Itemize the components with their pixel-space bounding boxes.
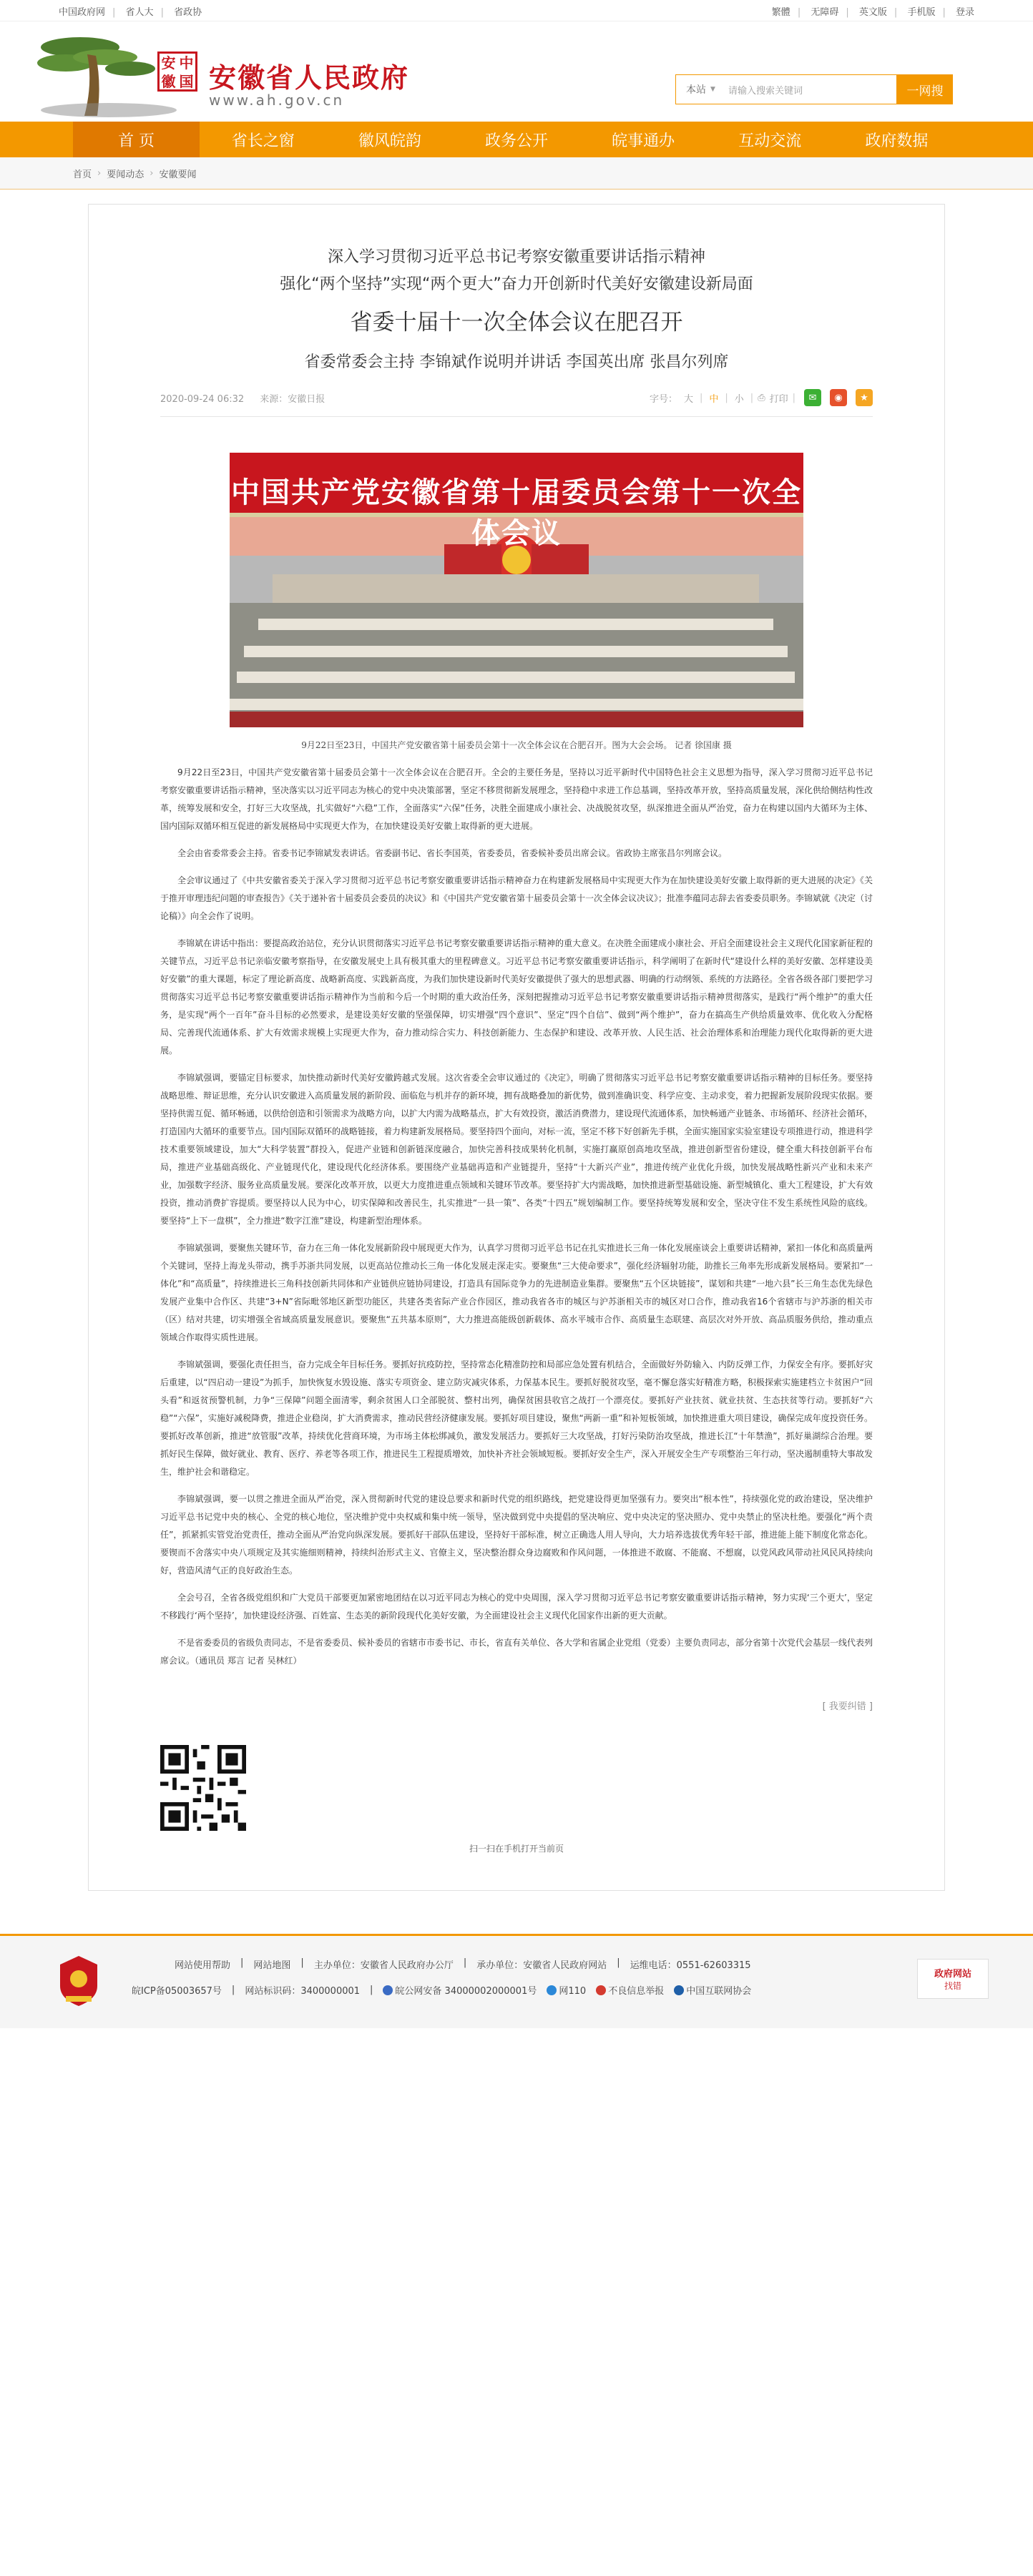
breadcrumb-home[interactable]: 首页 [73,169,92,180]
seal-logo: 安 中 徽 国 [157,51,197,92]
conference-photo [230,453,803,727]
net110-icon [547,1985,557,1995]
font-size-medium[interactable]: 中 [709,393,719,405]
site-footer [0,1934,1033,2028]
link-traditional[interactable]: 繁體 [771,6,790,18]
site-title[interactable]: 安徽省人民政府 [209,62,410,94]
footer-report-link[interactable]: 不良信息举报 [608,1986,665,1997]
article-source: 来源：安徽日报 [260,393,325,405]
top-utility-bar [0,0,1033,21]
article-paragraph: 李锦斌强调，要强化责任担当，奋力完成全年目标任务。要抓好抗疫防控，坚持常态化精准防控和局部应急处置有机结合，全面做好外防输入、内防反弹工作，力保安全有序。要抓好灾后重建，以“四启动一建设”为抓手，加快恢复水毁设施、落实专项资金、建立防灾减灾体系，力保基本民生。要抓好脱贫攻坚，毫不懈怠落实好精准方略，积极探索实施建档立卡贫困户“回头看”和返贫预警机制，力争“三保障”问题全面清零，剩余贫困人口全部脱贫、整村出列，确保贫困县收官之战打一个漂亮仗。要抓好产业扶贫、就业扶贫、生态扶贫等行动。要抓好“六稳”“六保”，实施好减税降费，推进企业稳岗，扩大消费需求，推动民营经济健康发展。要抓好项目建设，聚焦“两新一重”和补短板领域，加快推进重大项目建设，确保完成年度投资任务。要抓好改革创新，推进“放管服”改革，持续优化营商环境，为市场主体松绑减负，激发发展活力。要抓好三大攻坚战，打好污染防治攻坚战，推进长江“十年禁渔”，抓好巢湖综合治理。要抓好民生保障，做好就业、教育、医疗、养老等各项工作，推进民生工程提质增效，加快补齐社会领域短板。要抓好安全生产，深入开展安全生产专项整治三年行动，坚决遏制重特大事故发生，维护社会和谐稳定。 [160,1360,873,1477]
nav-home[interactable]: 首 页 [73,122,200,157]
search-input[interactable]: 请输入搜索关键词 [725,74,897,104]
wechat-share-icon[interactable]: ✉ [804,389,821,406]
party-emblem-icon [57,1955,100,2007]
footer-net110-link[interactable]: 网110 [559,1986,587,1997]
article-paragraph: 9月22日至23日，中国共产党安徽省第十届委员会第十一次全体会议在合肥召开。全会的主要任务是，坚持以习近平新时代中国特色社会主义思想为指导，深入学习贯彻习近平总书记考察安徽重要讲话指示精神，坚决落实以习近平同志为核心的党中央决策部署，坚定不移贯彻新发展理念，坚持稳中求进工作总基调，坚持改革开放，坚持高质量发展，深化供给侧结构性改革，统筹发展和安全，打好三大攻坚战，扎实做好“六稳”工作，全面落实“六保”任务，决胜全面建成小康社会、决战脱贫攻坚，纵深推进全面从严治党，奋力在构建以国内大循环为主体、国内国际双循环相互促进的新发展格局中实现更大作为，在加快建设美好安徽上取得新的更大进展。 [160,767,873,831]
qzone-share-icon[interactable]: ★ [856,389,873,406]
article-body [160,764,873,1670]
article-title: 省委十届十一次全体会议在肥召开 [350,310,683,335]
article-paragraph: 全会审议通过了《中共安徽省委关于深入学习贯彻习近平总书记考察安徽重要讲话指示精神奋力在构建新发展格局中实现更大作为在加快建设美好安徽上取得新的更大进展的决定》《关于推开审理违纪问题的审查报告》《关于递补省十届委员会委员的决议》和《中国共产党安徽省第十届委员会第十一次全体会议决议》；批准李蕴同志辞去省委委员职务。李锦斌就《决定（讨论稿）》向全会作了说明。 [160,875,873,921]
article-paragraph: 李锦斌强调，要聚焦关键环节，奋力在三角一体化发展新阶段中展现更大作为，认真学习贯彻习近平总书记在扎实推进长三角一体化发展座谈会上重要讲话精神，紧扣一体化和高质量两个关键词，坚持上海龙头带动，携手苏浙共同发展，以更高站位推动长三角一体化发展走深走实。要聚焦“三大使命要求”，强化经济辐射功能，助推长三角率先形成新发展格局。要紧扣“一体化”和“高质量”，持续推进长三角科技创新共同体和产业链供应链协同建设，打造具有国际竞争力的先进制造业集群。要聚焦“五个区块链接”，谋划和共建“一地六县”长三角生态优先绿色发展产业集中合作区、共建“3+N”省际毗邻地区新型功能区，共建各类省际产业合作园区，推动我省各市的城区与沪苏浙相关市的城区对口合作，推动我省16个省辖市与沪苏浙的相关市（区）结对共建，切实增强全省域高质量发展意识。要聚焦“五共基本原则”，大力推进高能级创新载体、高水平城市合作、高质量生态联建、高层次对外开放、高品质服务供给，推动重点领域合作取得实质性进展。 [160,1243,873,1342]
footer-row-1: 网站使用帮助 | 网站地图 | 主办单位：安徽省人民政府办公厅 | 承办单位：安徽省人民政府网站 | 运维电话：0551-62603315 [175,1957,751,1971]
breadcrumb-anhui-news[interactable]: 安徽要闻 [159,169,197,180]
link-accessibility[interactable]: 无障碍 [811,6,839,18]
font-size-large[interactable]: 大 [683,393,693,405]
link-cppcc[interactable]: 省政协 [174,6,202,18]
chevron-right-icon: › [97,167,102,179]
police-badge-icon [383,1985,393,1995]
font-size-label: 字号： [649,393,677,405]
article-paragraph: 李锦斌强调，要锚定目标要求，加快推动新时代美好安徽跨越式发展。这次省委全会审议通过的《决定》，明确了贯彻落实习近平总书记考察安徽重要讲话指示精神的目标任务。要坚持战略思维、辩证思维，充分认识安徽进入高质量发展的新阶段、面临危与机并存的新环境，拥有战略叠加的新优势，做到准确识变、科学应变、主动求变，着力把握新发展阶段现实依据。要坚持供需互促、循环畅通，以供给创造和引领需求为战略方向，以扩大内需为战略基点，扩大有效投资，激活消费潜力，建设现代流通体系，加快畅通产业链条、市场循环、经济社会循环，打造国内大循环的重要节点。国内国际双循环的战略链接，着力构建新发展格局。要坚持四个面向，对标一流，坚定不移下好创新先手棋，全面实施国家实验室建设专项推进行动，推进科学技术重要领域建设，加大“大科学装置”群投入，促进产业链和创新链深度融合，加快完善科技成果转化机制，实施打赢原创高地攻坚战，推进创新型省份建设，健全重大科技创新平台布局，推进产业基础高级化、产业链现代化，建设现代化经济体系。要围绕产业基础再造和产业链提升，坚持“十大新兴产业”，推进传统产业优化升级，加快发展战略性新兴产业和未来产业，加强数字经济、服务业高质量发展。要深化改革开放，以更大力度推进重点领域和关键环节改革。要坚持扩大内需战略，加快推进新型基础设施、新型城镇化、重大工程建设，扩大有效投资，推动消费扩容提质。要坚持以人民为中心，切实保障和改善民生，扎实推进“一县一策”、各类“十四五”规划编制工作。要坚持统筹发展和安全，坚决守住不发生系统性风险的底线。要坚持“上下一盘棋”，全力推进“数字江淮”建设，构建新型治理体系。 [160,1073,873,1226]
article-paragraph: 李锦斌强调，要一以贯之推进全面从严治党，深入贯彻新时代党的建设总要求和新时代党的组织路线，把党建设得更加坚强有力。要突出“根本性”，持续强化党的政治建设，坚决维护习近平总书记党中央的核心、全党的核心地位，坚决维护党中央权威和集中统一领导，坚决做到党中央提倡的坚决响应、党中央决定的坚决照办、党中央禁止的坚决杜绝。要强化“两个责任”，抓紧抓实管党治党责任，推动全面从严治党向纵深发展。要抓好干部队伍建设，坚持好干部标准，树立正确选人用人导向，大力培养选拔优秀年轻干部，推进能上能下制度化常态化。要锲而不舍落实中央八项规定及其实施细则精神，持续纠治形式主义、官僚主义，坚决整治群众身边腐败和作风问题，一体推进不敢腐、不能腐、不想腐，以党风政风带动社风民风持续向好，营造风清气正的良好政治生态。 [160,1494,873,1575]
report-error-link[interactable]: [ 我要纠错 ] [822,1701,873,1712]
conference-banner-text: 中国共产党安徽省第十届委员会第十一次全体会议 [231,476,802,550]
nav-data[interactable]: 政府数据 [865,132,929,150]
footer-police-link[interactable]: 皖公网安备 34000002000001号 [395,1986,537,1997]
link-gov-cn[interactable]: 中国政府网 [59,6,106,18]
footer-row-2: 皖ICP备05003657号 | 网站标识码：3400000001 | 皖公网安备 34000002000001号 网110 不良信息举报 中国互联网协会 [132,1985,752,1997]
breadcrumb-news[interactable]: 要闻动态 [107,169,145,180]
nav-services[interactable]: 皖事通办 [612,132,675,150]
nav-interaction[interactable]: 互动交流 [738,132,802,150]
weibo-share-icon[interactable]: ◉ [830,389,847,406]
link-english[interactable]: 英文版 [858,6,887,18]
photo-caption: 9月22日至23日，中国共产党安徽省第十届委员会第十一次全体会议在合肥召开。图为大会会场。 记者 徐国康 摄 [301,740,732,750]
article-container [88,204,945,1891]
top-left-links: 中国政府网 | 省人大 | 省政协 [59,6,202,18]
font-size-small[interactable]: 小 [734,393,744,405]
print-button[interactable]: 打印 [769,393,788,405]
qr-code [160,1745,246,1831]
footer-icp-link[interactable]: 皖ICP备05003657号 [132,1986,222,1997]
nav-open-gov[interactable]: 政务公开 [484,132,548,150]
qr-caption: 扫一扫在手机打开当前页 [469,1844,564,1854]
link-mobile[interactable]: 手机版 [907,6,936,18]
search-button[interactable]: 一网搜 [897,74,953,104]
article-pre-title-1: 深入学习贯彻习近平总书记考察安徽重要讲话指示精神 [327,248,705,266]
top-right-links: 繁體 | 无障碍 | 英文版 | 手机版 | 登录 [771,6,974,18]
link-login[interactable]: 登录 [955,6,974,18]
article-pre-title-2: 强化“两个坚持”实现“两个更大”奋力开创新时代美好安徽建设新局面 [280,275,753,293]
isc-icon [674,1985,684,1995]
article-meta: 2020-09-24 06:32 来源：安徽日报 字号： 大 | 中 | 小 | ⎙ 打印 | ✉ ◉ ★ [160,389,873,417]
link-npc[interactable]: 省人大 [125,6,154,18]
nav-governor[interactable]: 省长之窗 [231,132,295,150]
search-bar [675,74,953,104]
breadcrumb-wrap [0,157,1033,189]
site-domain: www.ah.gov.cn [209,92,345,109]
article-paragraph: 全会号召，全省各级党组织和广大党员干部要更加紧密地团结在以习近平同志为核心的党中央周围，深入学习贯彻习近平总书记考察安徽重要讲话指示精神，努力实现‘三个更大’，坚定不移践行‘两个坚持’，加快建设经济强、百姓富、生态美的新阶段现代化美好安徽，为全面建设社会主义现代化国家作出新的更大贡献。 [160,1593,873,1621]
article-paragraph: 全会由省委常委会主持。省委书记李锦斌发表讲话。省委副书记、省长李国英，省委委员，省委候补委员出席会议。省政协主席张昌尔列席会议。 [177,848,728,858]
footer-help-link[interactable]: 网站使用帮助 [175,1960,231,1971]
footer-site-id: 网站标识码：3400000001 [245,1986,361,1997]
publish-date: 2020-09-24 06:32 [160,393,245,405]
nav-culture[interactable]: 徽风皖韵 [358,132,421,150]
footer-sitemap-link[interactable]: 网站地图 [253,1960,291,1971]
article-paragraph: 李锦斌在讲话中指出：要提高政治站位，充分认识贯彻落实习近平总书记考察安徽重要讲话指示精神的重大意义。在决胜全面建成小康社会、开启全面建设社会主义现代化国家新征程的关键节点，习近平总书记亲临安徽考察指导，在安徽发展史上具有极其重大的里程碑意义。习近平总书记考察安徽重要讲话指示，科学阐明了在新时代“建设什么样的美好安徽、怎样建设美好安徽”的重大课题，标定了理论新高度、战略新高度、实践新高度，为我们加快建设新时代美好安徽提供了强大的思想武器、明确的行动纲领、系统的方法路径。全省各级各部门要把学习贯彻落实习近平总书记考察安徽重要讲话指示精神作为当前和今后一个时期的重大政治任务，深刻把握推动习近平总书记考察安徽重要讲话指示精神贯彻落实，是践行“两个维护”的重大任务，是实现“两个一百年”奋斗目标的必然要求，是建设美好安徽的坚强保障，切实增强“四个意识”、坚定“四个自信”、做到“两个维护”，奋力在搞高生产供给质量效率、优化收入分配格局、完善现代流通体系、扩大有效需求规模上实现更大作为，奋力推动综合实力、科技创新能力、生态保护和建设、改革开放、人民生活、社会治理体系和治理能力现代化取得新的更大进展。 [160,938,873,1056]
breadcrumb [73,157,960,189]
site-header [0,21,1033,122]
footer-organizer: 承办单位：安徽省人民政府网站 [476,1960,607,1971]
chevron-right-icon: › [150,167,154,179]
search-scope-select[interactable]: 本站 ▼ [675,74,725,104]
chevron-down-icon: ▼ [710,86,715,93]
article-paragraph: 不是省委委员的省级负责同志，不是省委委员、候补委员的省辖市市委书记、市长，省直有关单位、各大学和省属企业党组（党委）主要负责同志，部分省第十次党代会基层一线代表列席会议。（通讯员 郑言 记者 吴林红） [160,1638,873,1666]
footer-sponsor: 主办单位：安徽省人民政府办公厅 [313,1960,454,1971]
article-subtitle: 省委常委会主持 李锦斌作说明并讲话 李国英出席 张昌尔列席 [304,353,729,371]
gov-site-error-badge[interactable]: 政府网站 找错 [917,1959,989,1999]
printer-icon[interactable]: ⎙ [758,392,765,403]
footer-isc-link[interactable]: 中国互联网协会 [686,1986,752,1997]
main-nav [0,122,1033,157]
divider [0,189,1033,190]
footer-phone: 运维电话：0551-62603315 [630,1960,751,1971]
report-icon [596,1985,606,1995]
